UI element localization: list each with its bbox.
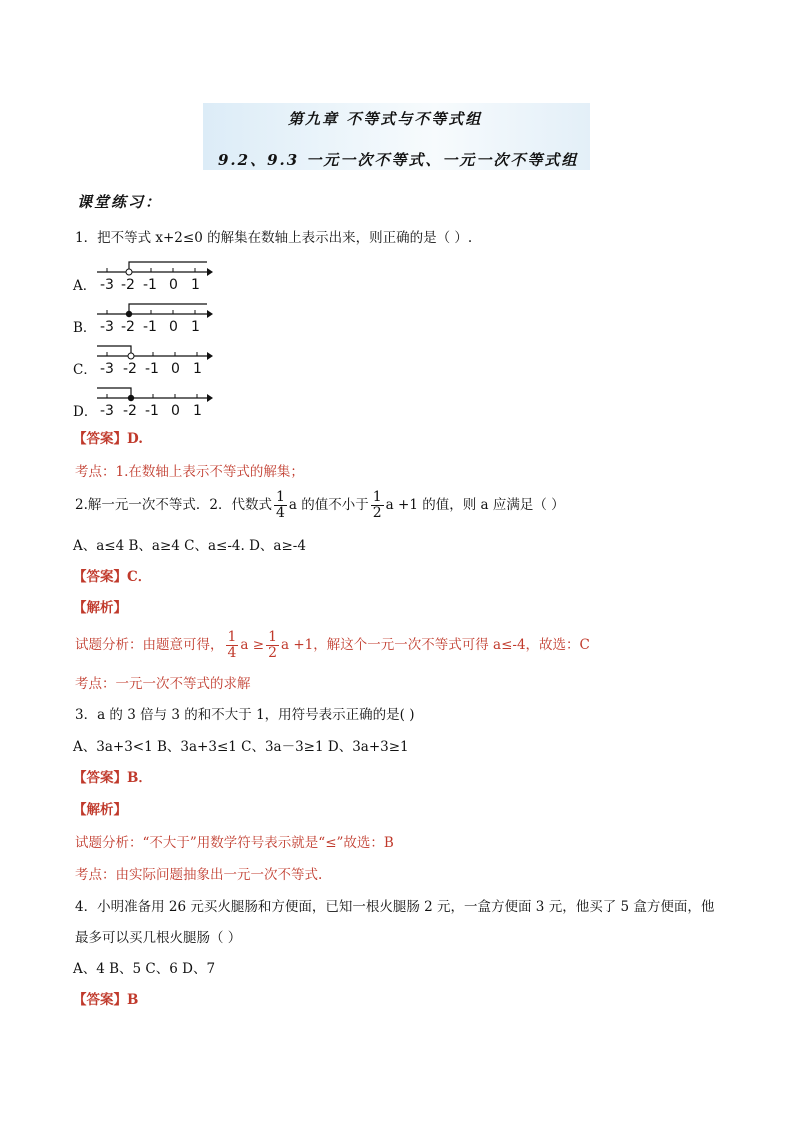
tick-label: 1	[193, 361, 202, 377]
fraction: $\frac{1}{2}$	[372, 489, 382, 521]
number-line-b	[95, 302, 215, 336]
q1-option-d-letter: D．	[73, 404, 98, 420]
section-heading: 课堂练习：	[77, 193, 163, 211]
tick-label: -3	[100, 277, 114, 293]
q1-stem: 1．把不等式 x+2≤0 的解集在数轴上表示出来，则正确的是（ ）.	[75, 230, 473, 246]
q3-jiexi-label: 【解析】	[73, 802, 127, 818]
tick-label: -1	[143, 319, 157, 335]
q2-analysis-prefix: 试题分析：由题意可得，	[75, 637, 224, 653]
number-line-c	[95, 344, 215, 378]
q2-answer: 【答案】C．	[73, 569, 152, 585]
closed-point	[126, 311, 132, 317]
q3-kaodian: 考点：由实际问题抽象出一元一次不等式.	[75, 867, 323, 883]
tick-label: -2	[121, 319, 135, 335]
q4-stem-line2: 最多可以买几根火腿肠（ ）	[75, 930, 242, 946]
chapter-title: 第九章 不等式与不等式组	[288, 110, 483, 128]
tick-label: -2	[123, 403, 137, 419]
tick-label: 1	[191, 319, 200, 335]
tick-label: 0	[171, 403, 180, 419]
q1-option-c-letter: C．	[73, 362, 97, 378]
tick-label: -1	[145, 361, 159, 377]
q1-answer: 【答案】D.	[73, 431, 143, 447]
q4-options: A、4 B、5 C、6 D、7	[73, 961, 216, 977]
q3-stem: 3．a 的 3 倍与 3 的和不大于 1，用符号表示正确的是( )	[75, 707, 415, 723]
closed-point	[128, 395, 134, 401]
q2-jiexi-label: 【解析】	[73, 600, 127, 616]
q1-option-a-letter: A．	[73, 278, 97, 294]
q1-kaodian: 考点：1.在数轴上表示不等式的解集；	[75, 464, 304, 480]
open-point	[126, 269, 132, 275]
tick-label: -2	[121, 277, 135, 293]
q2-kaodian: 考点：一元一次不等式的求解	[75, 676, 251, 692]
q2-stem-prefix: 2.解一元一次不等式．2．代数式	[75, 497, 272, 513]
q2-stem	[75, 488, 565, 522]
tick-label: -1	[143, 277, 157, 293]
tick-label: 0	[171, 361, 180, 377]
q2-stem-suffix: a +1 的值，则 a 应满足（ ）	[385, 497, 565, 513]
q2-stem-mid: a 的值不小于	[288, 497, 369, 513]
tick-label: 1	[191, 277, 200, 293]
q4-stem-line1: 4．小明准备用 26 元买火腿肠和方便面，已知一根火腿肠 2 元，一盒方便面 3 元，他买了 5 盒方便面，他	[75, 899, 715, 915]
q2-analysis-suffix: a +1，解这个一元一次不等式可得 a≤-4，故选：C	[281, 637, 590, 653]
tick-label: 0	[169, 277, 178, 293]
q4-answer: 【答案】B	[73, 992, 139, 1008]
tick-label: -3	[100, 403, 114, 419]
tick-label: 0	[169, 319, 178, 335]
q2-analysis-mid: a ≥	[240, 637, 265, 653]
number-line-d	[95, 386, 215, 420]
number-line-a	[95, 260, 215, 294]
fraction: $\frac{1}{4}$	[227, 629, 237, 661]
q3-answer: 【答案】B．	[73, 770, 152, 786]
open-point	[128, 353, 134, 359]
q2-options: A、a≤4 B、a≥4 C、a≤-4. D、a≥-4	[73, 538, 306, 554]
tick-label: -3	[100, 361, 114, 377]
fraction: $\frac{1}{4}$	[275, 489, 285, 521]
tick-label: -2	[123, 361, 137, 377]
section-title: 9.2、9.3 一元一次不等式、一元一次不等式组	[218, 151, 579, 169]
q3-options: A、3a+3<1 B、3a+3≤1 C、3a－3≥1 D、3a+3≥1	[73, 739, 409, 755]
tick-label: 1	[193, 403, 202, 419]
tick-label: -1	[145, 403, 159, 419]
q3-analysis: 试题分析：“不大于”用数学符号表示就是“≤”故选：B	[75, 835, 394, 851]
q2-analysis	[75, 628, 590, 662]
q1-option-b-letter: B．	[73, 320, 97, 336]
fraction: $\frac{1}{2}$	[268, 629, 277, 661]
tick-label: -3	[100, 319, 114, 335]
